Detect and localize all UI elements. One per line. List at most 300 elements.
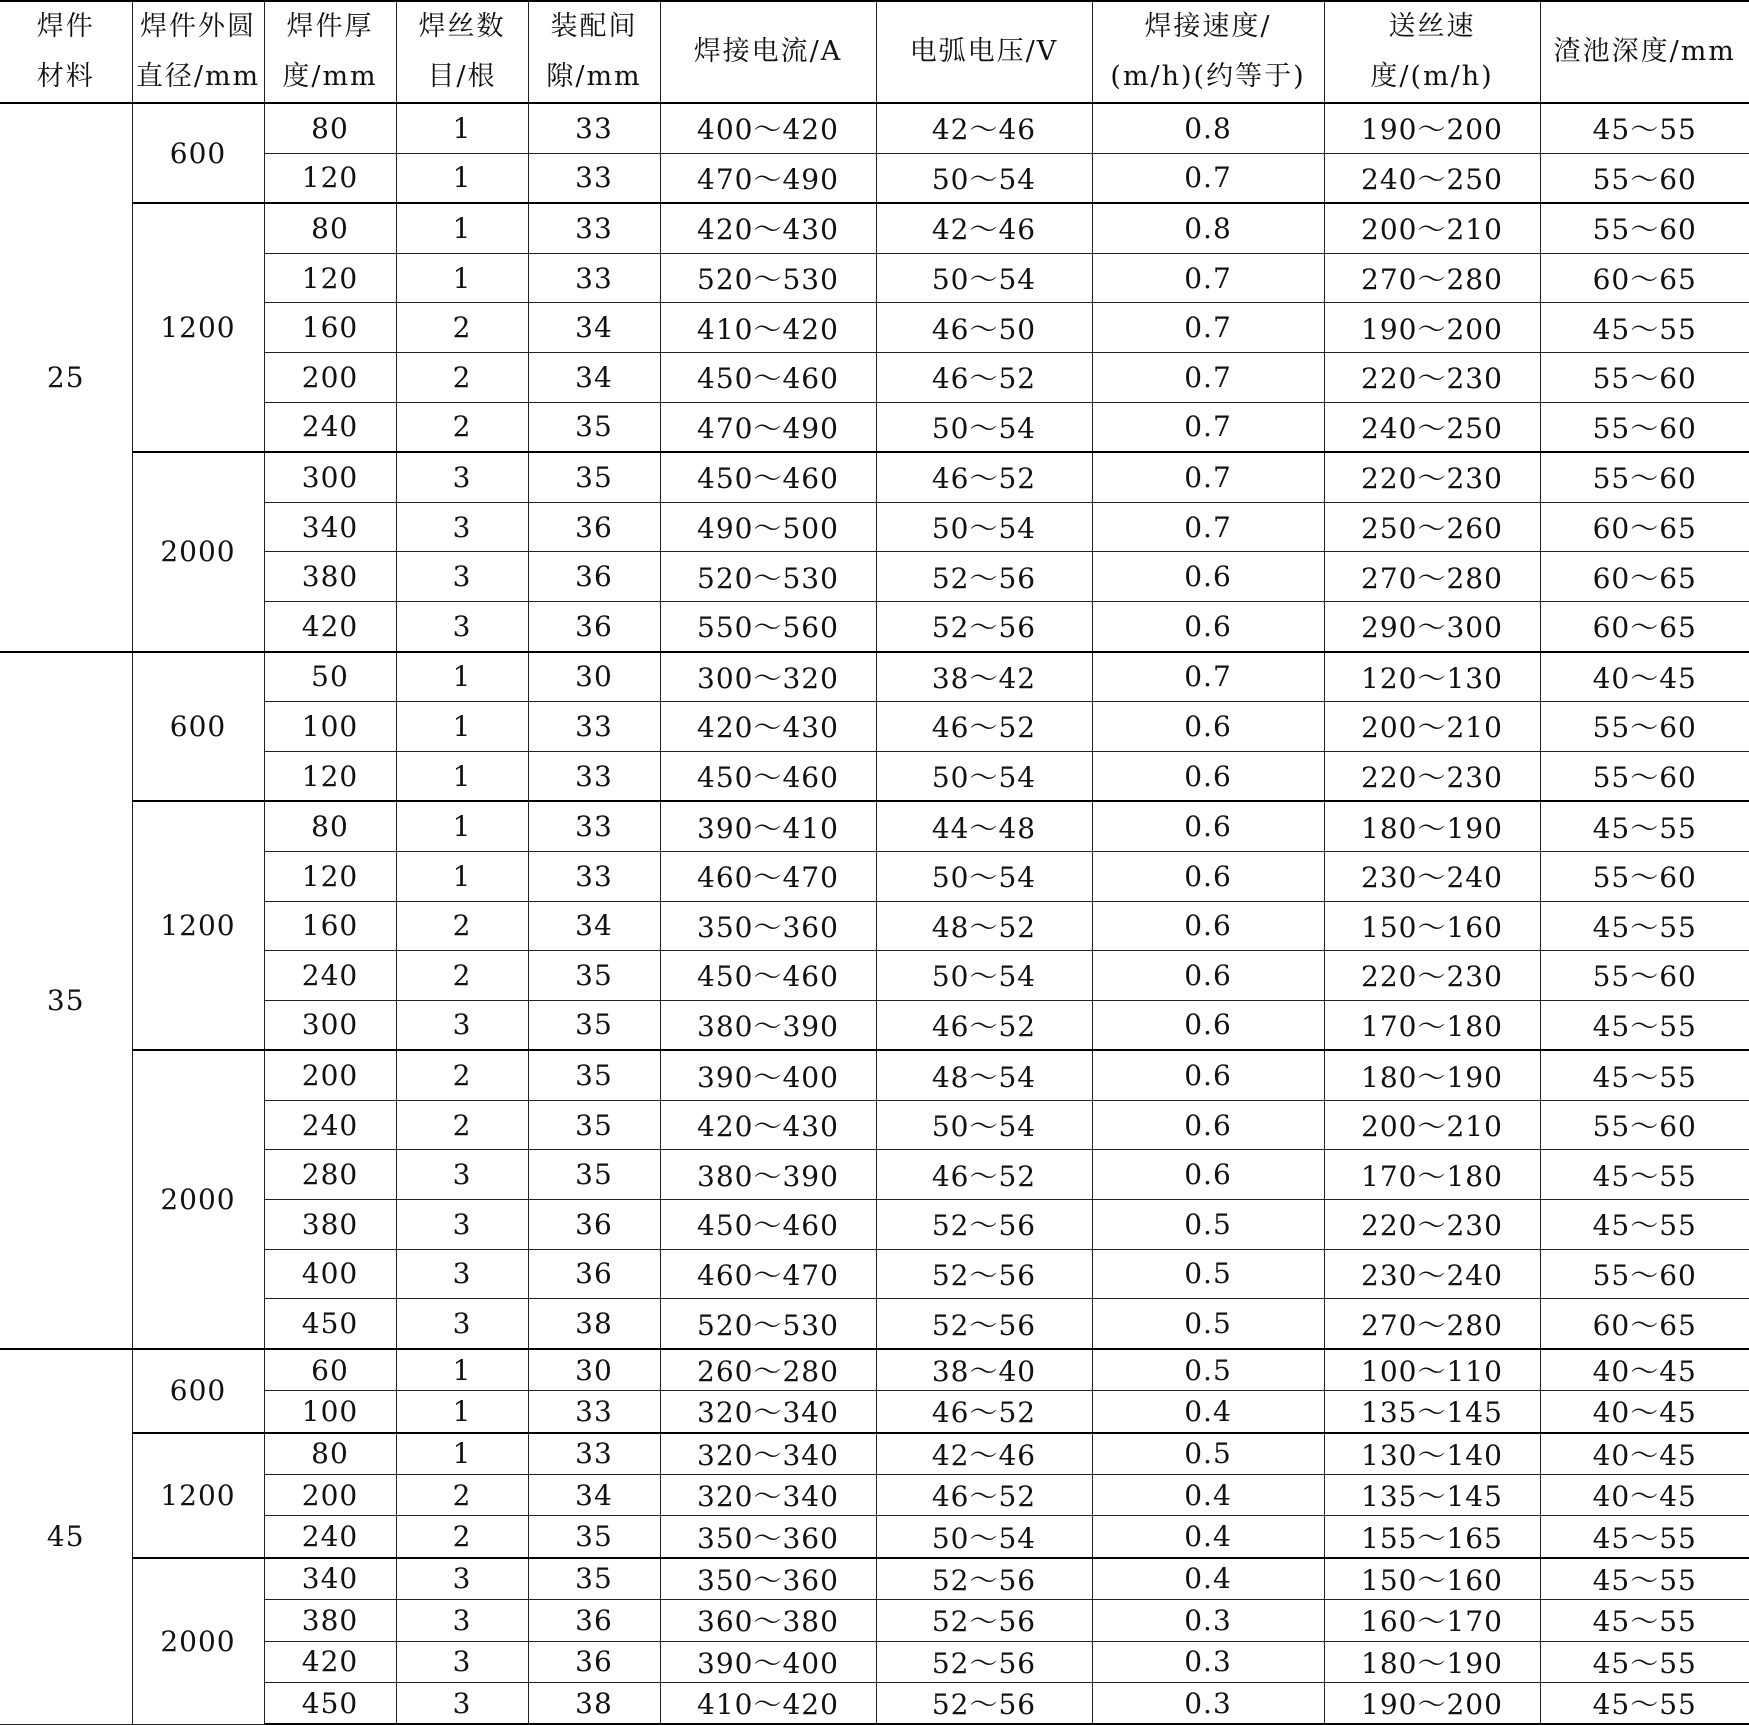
cell-gap: 35 bbox=[528, 1050, 660, 1100]
cell-voltage: 50～54 bbox=[876, 502, 1092, 552]
cell-speed: 0.6 bbox=[1092, 1000, 1324, 1050]
cell-thickness: 160 bbox=[264, 901, 396, 951]
header-line: 焊件厚 bbox=[265, 2, 396, 52]
cell-wire-feed: 270～280 bbox=[1324, 1299, 1540, 1349]
cell-slag-depth: 40～45 bbox=[1540, 1391, 1749, 1433]
cell-wire-feed: 120～130 bbox=[1324, 652, 1540, 702]
cell-thickness: 420 bbox=[264, 1641, 396, 1682]
cell-voltage: 52～56 bbox=[876, 1558, 1092, 1600]
cell-wire-count: 3 bbox=[396, 1299, 528, 1349]
cell-wire-feed: 220～230 bbox=[1324, 352, 1540, 402]
cell-current: 450～460 bbox=[660, 1200, 876, 1250]
cell-diameter: 1200 bbox=[132, 801, 264, 1050]
cell-slag-depth: 55～60 bbox=[1540, 751, 1749, 801]
cell-current: 460～470 bbox=[660, 1249, 876, 1299]
cell-speed: 0.7 bbox=[1092, 153, 1324, 203]
cell-slag-depth: 60～65 bbox=[1540, 502, 1749, 552]
table-row bbox=[0, 1349, 1749, 1391]
cell-current: 410～420 bbox=[660, 1682, 876, 1724]
header-line: 渣池深度/mm bbox=[1541, 27, 1749, 77]
cell-slag-depth: 55～60 bbox=[1540, 851, 1749, 901]
cell-thickness: 120 bbox=[264, 751, 396, 801]
cell-speed: 0.6 bbox=[1092, 1100, 1324, 1150]
cell-current: 400～420 bbox=[660, 103, 876, 153]
cell-wire-count: 1 bbox=[396, 153, 528, 203]
cell-thickness: 400 bbox=[264, 1249, 396, 1299]
table-row bbox=[0, 1433, 1749, 1475]
cell-gap: 38 bbox=[528, 1299, 660, 1349]
cell-wire-feed: 200～210 bbox=[1324, 702, 1540, 752]
header-line: 材料 bbox=[0, 52, 132, 102]
cell-speed: 0.5 bbox=[1092, 1299, 1324, 1349]
cell-wire-count: 3 bbox=[396, 1682, 528, 1724]
cell-current: 520～530 bbox=[660, 1299, 876, 1349]
cell-wire-feed: 160～170 bbox=[1324, 1600, 1540, 1641]
cell-material: 35 bbox=[0, 652, 132, 1349]
cell-current: 470～490 bbox=[660, 402, 876, 452]
header-line: 焊接速度/ bbox=[1093, 2, 1324, 52]
cell-speed: 0.6 bbox=[1092, 552, 1324, 602]
header-diameter bbox=[132, 1, 264, 103]
cell-wire-count: 1 bbox=[396, 801, 528, 851]
cell-gap: 33 bbox=[528, 1391, 660, 1433]
cell-current: 350～360 bbox=[660, 901, 876, 951]
cell-wire-count: 3 bbox=[396, 552, 528, 602]
cell-wire-feed: 130～140 bbox=[1324, 1433, 1540, 1475]
cell-voltage: 50～54 bbox=[876, 402, 1092, 452]
cell-slag-depth: 45～55 bbox=[1540, 303, 1749, 353]
cell-wire-count: 3 bbox=[396, 601, 528, 651]
cell-gap: 36 bbox=[528, 552, 660, 602]
cell-thickness: 80 bbox=[264, 801, 396, 851]
cell-slag-depth: 55～60 bbox=[1540, 203, 1749, 253]
cell-voltage: 46～52 bbox=[876, 1000, 1092, 1050]
cell-voltage: 46～52 bbox=[876, 1391, 1092, 1433]
cell-thickness: 340 bbox=[264, 502, 396, 552]
cell-voltage: 52～56 bbox=[876, 1600, 1092, 1641]
cell-gap: 34 bbox=[528, 901, 660, 951]
cell-wire-feed: 135～145 bbox=[1324, 1391, 1540, 1433]
cell-diameter: 1200 bbox=[132, 203, 264, 452]
cell-wire-count: 1 bbox=[396, 203, 528, 253]
cell-current: 380～390 bbox=[660, 1150, 876, 1200]
cell-gap: 33 bbox=[528, 801, 660, 851]
header-line: 焊件 bbox=[0, 2, 132, 52]
cell-gap: 36 bbox=[528, 1600, 660, 1641]
cell-speed: 0.4 bbox=[1092, 1391, 1324, 1433]
header-line: 隙/mm bbox=[529, 52, 660, 102]
table-row bbox=[0, 103, 1749, 153]
cell-speed: 0.5 bbox=[1092, 1433, 1324, 1475]
cell-gap: 34 bbox=[528, 1475, 660, 1516]
cell-thickness: 120 bbox=[264, 851, 396, 901]
cell-slag-depth: 45～55 bbox=[1540, 1641, 1749, 1682]
cell-wire-count: 2 bbox=[396, 1100, 528, 1150]
header-line: 送丝速 bbox=[1325, 2, 1540, 52]
cell-thickness: 240 bbox=[264, 402, 396, 452]
cell-voltage: 52～56 bbox=[876, 552, 1092, 602]
cell-current: 450～460 bbox=[660, 751, 876, 801]
cell-wire-feed: 220～230 bbox=[1324, 452, 1540, 502]
cell-gap: 36 bbox=[528, 601, 660, 651]
cell-current: 390～410 bbox=[660, 801, 876, 851]
cell-thickness: 100 bbox=[264, 702, 396, 752]
cell-thickness: 380 bbox=[264, 1200, 396, 1250]
cell-slag-depth: 45～55 bbox=[1540, 1558, 1749, 1600]
cell-voltage: 52～56 bbox=[876, 1200, 1092, 1250]
cell-voltage: 42～46 bbox=[876, 203, 1092, 253]
cell-gap: 33 bbox=[528, 103, 660, 153]
table-row bbox=[0, 452, 1749, 502]
cell-speed: 0.6 bbox=[1092, 801, 1324, 851]
cell-slag-depth: 40～45 bbox=[1540, 1349, 1749, 1391]
table-row bbox=[0, 1050, 1749, 1100]
table-body bbox=[0, 103, 1749, 1724]
cell-gap: 35 bbox=[528, 1558, 660, 1600]
cell-wire-count: 2 bbox=[396, 352, 528, 402]
cell-wire-count: 3 bbox=[396, 502, 528, 552]
cell-wire-feed: 200～210 bbox=[1324, 1100, 1540, 1150]
cell-slag-depth: 55～60 bbox=[1540, 153, 1749, 203]
cell-speed: 0.7 bbox=[1092, 352, 1324, 402]
cell-gap: 35 bbox=[528, 1000, 660, 1050]
header-speed bbox=[1092, 1, 1324, 103]
cell-wire-count: 3 bbox=[396, 1150, 528, 1200]
cell-wire-count: 2 bbox=[396, 951, 528, 1001]
cell-gap: 36 bbox=[528, 502, 660, 552]
cell-thickness: 80 bbox=[264, 103, 396, 153]
cell-speed: 0.7 bbox=[1092, 502, 1324, 552]
cell-speed: 0.6 bbox=[1092, 601, 1324, 651]
cell-wire-feed: 180～190 bbox=[1324, 801, 1540, 851]
header-material bbox=[0, 1, 132, 103]
cell-slag-depth: 45～55 bbox=[1540, 1516, 1749, 1558]
cell-voltage: 50～54 bbox=[876, 1100, 1092, 1150]
cell-wire-feed: 170～180 bbox=[1324, 1150, 1540, 1200]
cell-wire-count: 1 bbox=[396, 1349, 528, 1391]
cell-speed: 0.3 bbox=[1092, 1600, 1324, 1641]
header-line: 度/mm bbox=[265, 52, 396, 102]
cell-current: 260～280 bbox=[660, 1349, 876, 1391]
cell-thickness: 280 bbox=[264, 1150, 396, 1200]
cell-speed: 0.6 bbox=[1092, 702, 1324, 752]
cell-thickness: 60 bbox=[264, 1349, 396, 1391]
header-line: 装配间 bbox=[529, 2, 660, 52]
cell-voltage: 52～56 bbox=[876, 1682, 1092, 1724]
cell-wire-feed: 135～145 bbox=[1324, 1475, 1540, 1516]
cell-thickness: 200 bbox=[264, 1050, 396, 1100]
cell-voltage: 44～48 bbox=[876, 801, 1092, 851]
cell-slag-depth: 45～55 bbox=[1540, 801, 1749, 851]
header-thickness bbox=[264, 1, 396, 103]
cell-gap: 35 bbox=[528, 951, 660, 1001]
header-line: 电弧电压/V bbox=[877, 27, 1092, 77]
header-slag-depth bbox=[1540, 1, 1749, 103]
cell-wire-count: 1 bbox=[396, 1391, 528, 1433]
header-wire-feed bbox=[1324, 1, 1540, 103]
cell-current: 520～530 bbox=[660, 253, 876, 303]
cell-thickness: 240 bbox=[264, 1100, 396, 1150]
cell-diameter: 2000 bbox=[132, 1558, 264, 1725]
cell-thickness: 120 bbox=[264, 153, 396, 203]
cell-gap: 34 bbox=[528, 352, 660, 402]
cell-diameter: 2000 bbox=[132, 452, 264, 651]
cell-wire-count: 2 bbox=[396, 901, 528, 951]
cell-speed: 0.6 bbox=[1092, 851, 1324, 901]
cell-voltage: 42～46 bbox=[876, 103, 1092, 153]
table-row bbox=[0, 203, 1749, 253]
cell-speed: 0.4 bbox=[1092, 1516, 1324, 1558]
cell-voltage: 46～52 bbox=[876, 452, 1092, 502]
cell-current: 460～470 bbox=[660, 851, 876, 901]
cell-wire-feed: 190～200 bbox=[1324, 303, 1540, 353]
cell-slag-depth: 55～60 bbox=[1540, 1249, 1749, 1299]
cell-current: 390～400 bbox=[660, 1641, 876, 1682]
cell-wire-count: 3 bbox=[396, 1000, 528, 1050]
header-line: 焊件外圆 bbox=[133, 2, 264, 52]
cell-slag-depth: 45～55 bbox=[1540, 1000, 1749, 1050]
cell-gap: 33 bbox=[528, 851, 660, 901]
cell-current: 450～460 bbox=[660, 951, 876, 1001]
cell-thickness: 340 bbox=[264, 1558, 396, 1600]
cell-wire-count: 2 bbox=[396, 402, 528, 452]
cell-wire-feed: 150～160 bbox=[1324, 901, 1540, 951]
cell-gap: 33 bbox=[528, 253, 660, 303]
cell-current: 350～360 bbox=[660, 1558, 876, 1600]
cell-gap: 35 bbox=[528, 452, 660, 502]
cell-slag-depth: 40～45 bbox=[1540, 1475, 1749, 1516]
cell-wire-feed: 100～110 bbox=[1324, 1349, 1540, 1391]
cell-speed: 0.4 bbox=[1092, 1475, 1324, 1516]
cell-speed: 0.8 bbox=[1092, 103, 1324, 153]
cell-voltage: 50～54 bbox=[876, 851, 1092, 901]
cell-current: 420～430 bbox=[660, 702, 876, 752]
cell-thickness: 380 bbox=[264, 1600, 396, 1641]
cell-voltage: 50～54 bbox=[876, 253, 1092, 303]
cell-wire-count: 3 bbox=[396, 1249, 528, 1299]
cell-voltage: 46～52 bbox=[876, 352, 1092, 402]
cell-wire-count: 1 bbox=[396, 652, 528, 702]
cell-diameter: 600 bbox=[132, 103, 264, 203]
cell-voltage: 50～54 bbox=[876, 153, 1092, 203]
cell-current: 380～390 bbox=[660, 1000, 876, 1050]
cell-diameter: 1200 bbox=[132, 1433, 264, 1558]
cell-voltage: 38～40 bbox=[876, 1349, 1092, 1391]
cell-wire-count: 1 bbox=[396, 851, 528, 901]
cell-speed: 0.8 bbox=[1092, 203, 1324, 253]
cell-speed: 0.5 bbox=[1092, 1249, 1324, 1299]
cell-wire-count: 2 bbox=[396, 303, 528, 353]
cell-voltage: 46～52 bbox=[876, 702, 1092, 752]
cell-gap: 34 bbox=[528, 303, 660, 353]
header-line: 焊丝数 bbox=[397, 2, 528, 52]
cell-gap: 33 bbox=[528, 153, 660, 203]
cell-gap: 35 bbox=[528, 402, 660, 452]
cell-wire-feed: 220～230 bbox=[1324, 751, 1540, 801]
cell-speed: 0.7 bbox=[1092, 652, 1324, 702]
header-line: 度/(m/h) bbox=[1325, 52, 1540, 102]
cell-current: 420～430 bbox=[660, 1100, 876, 1150]
cell-gap: 35 bbox=[528, 1516, 660, 1558]
cell-thickness: 420 bbox=[264, 601, 396, 651]
header-wire-count bbox=[396, 1, 528, 103]
cell-wire-count: 2 bbox=[396, 1516, 528, 1558]
cell-current: 320～340 bbox=[660, 1433, 876, 1475]
cell-voltage: 38～42 bbox=[876, 652, 1092, 702]
cell-wire-count: 3 bbox=[396, 1558, 528, 1600]
cell-thickness: 200 bbox=[264, 1475, 396, 1516]
cell-current: 320～340 bbox=[660, 1475, 876, 1516]
cell-thickness: 240 bbox=[264, 951, 396, 1001]
cell-thickness: 120 bbox=[264, 253, 396, 303]
table-row bbox=[0, 652, 1749, 702]
cell-wire-feed: 230～240 bbox=[1324, 851, 1540, 901]
cell-thickness: 100 bbox=[264, 1391, 396, 1433]
cell-wire-count: 3 bbox=[396, 1641, 528, 1682]
cell-voltage: 50～54 bbox=[876, 951, 1092, 1001]
cell-thickness: 80 bbox=[264, 1433, 396, 1475]
cell-wire-feed: 180～190 bbox=[1324, 1641, 1540, 1682]
cell-thickness: 450 bbox=[264, 1299, 396, 1349]
header-line: 目/根 bbox=[397, 52, 528, 102]
cell-gap: 38 bbox=[528, 1682, 660, 1724]
cell-voltage: 52～56 bbox=[876, 1249, 1092, 1299]
cell-wire-count: 1 bbox=[396, 253, 528, 303]
header-line: (m/h)(约等于) bbox=[1093, 52, 1324, 102]
table-row bbox=[0, 801, 1749, 851]
cell-thickness: 380 bbox=[264, 552, 396, 602]
cell-wire-feed: 190～200 bbox=[1324, 1682, 1540, 1724]
cell-wire-feed: 220～230 bbox=[1324, 951, 1540, 1001]
cell-diameter: 600 bbox=[132, 1349, 264, 1433]
cell-gap: 33 bbox=[528, 702, 660, 752]
cell-current: 350～360 bbox=[660, 1516, 876, 1558]
cell-speed: 0.6 bbox=[1092, 951, 1324, 1001]
cell-thickness: 80 bbox=[264, 203, 396, 253]
cell-wire-count: 3 bbox=[396, 1600, 528, 1641]
cell-wire-count: 3 bbox=[396, 452, 528, 502]
cell-slag-depth: 55～60 bbox=[1540, 452, 1749, 502]
cell-slag-depth: 45～55 bbox=[1540, 901, 1749, 951]
cell-thickness: 450 bbox=[264, 1682, 396, 1724]
cell-speed: 0.6 bbox=[1092, 1050, 1324, 1100]
cell-wire-feed: 250～260 bbox=[1324, 502, 1540, 552]
cell-speed: 0.7 bbox=[1092, 452, 1324, 502]
cell-wire-feed: 155～165 bbox=[1324, 1516, 1540, 1558]
cell-current: 410～420 bbox=[660, 303, 876, 353]
cell-thickness: 160 bbox=[264, 303, 396, 353]
cell-gap: 35 bbox=[528, 1150, 660, 1200]
cell-voltage: 52～56 bbox=[876, 601, 1092, 651]
cell-speed: 0.6 bbox=[1092, 1150, 1324, 1200]
cell-speed: 0.7 bbox=[1092, 303, 1324, 353]
cell-material: 25 bbox=[0, 103, 132, 652]
cell-wire-feed: 190～200 bbox=[1324, 103, 1540, 153]
cell-gap: 35 bbox=[528, 1100, 660, 1150]
cell-slag-depth: 40～45 bbox=[1540, 1433, 1749, 1475]
cell-current: 550～560 bbox=[660, 601, 876, 651]
cell-gap: 36 bbox=[528, 1641, 660, 1682]
header-gap bbox=[528, 1, 660, 103]
cell-thickness: 300 bbox=[264, 1000, 396, 1050]
header-voltage bbox=[876, 1, 1092, 103]
cell-wire-count: 1 bbox=[396, 103, 528, 153]
cell-wire-count: 2 bbox=[396, 1475, 528, 1516]
cell-voltage: 52～56 bbox=[876, 1299, 1092, 1349]
table-row bbox=[0, 1558, 1749, 1600]
cell-current: 420～430 bbox=[660, 203, 876, 253]
cell-wire-feed: 240～250 bbox=[1324, 153, 1540, 203]
cell-gap: 33 bbox=[528, 1433, 660, 1475]
cell-slag-depth: 45～55 bbox=[1540, 1200, 1749, 1250]
cell-wire-feed: 270～280 bbox=[1324, 253, 1540, 303]
cell-voltage: 46～52 bbox=[876, 1150, 1092, 1200]
cell-speed: 0.5 bbox=[1092, 1349, 1324, 1391]
cell-slag-depth: 45～55 bbox=[1540, 103, 1749, 153]
cell-current: 450～460 bbox=[660, 352, 876, 402]
cell-gap: 33 bbox=[528, 751, 660, 801]
cell-voltage: 42～46 bbox=[876, 1433, 1092, 1475]
cell-voltage: 46～52 bbox=[876, 1475, 1092, 1516]
cell-slag-depth: 55～60 bbox=[1540, 702, 1749, 752]
cell-slag-depth: 40～45 bbox=[1540, 652, 1749, 702]
cell-wire-feed: 220～230 bbox=[1324, 1200, 1540, 1250]
cell-wire-count: 1 bbox=[396, 751, 528, 801]
cell-slag-depth: 45～55 bbox=[1540, 1682, 1749, 1724]
header-line: 直径/mm bbox=[133, 52, 264, 102]
cell-voltage: 52～56 bbox=[876, 1641, 1092, 1682]
cell-thickness: 300 bbox=[264, 452, 396, 502]
cell-speed: 0.6 bbox=[1092, 751, 1324, 801]
cell-gap: 30 bbox=[528, 1349, 660, 1391]
cell-speed: 0.4 bbox=[1092, 1558, 1324, 1600]
cell-thickness: 200 bbox=[264, 352, 396, 402]
cell-gap: 33 bbox=[528, 203, 660, 253]
cell-speed: 0.5 bbox=[1092, 1200, 1324, 1250]
cell-thickness: 240 bbox=[264, 1516, 396, 1558]
cell-speed: 0.3 bbox=[1092, 1682, 1324, 1724]
cell-material: 45 bbox=[0, 1349, 132, 1725]
cell-wire-feed: 270～280 bbox=[1324, 552, 1540, 602]
cell-speed: 0.3 bbox=[1092, 1641, 1324, 1682]
cell-current: 520～530 bbox=[660, 552, 876, 602]
cell-speed: 0.7 bbox=[1092, 253, 1324, 303]
cell-current: 490～500 bbox=[660, 502, 876, 552]
cell-slag-depth: 55～60 bbox=[1540, 402, 1749, 452]
cell-slag-depth: 45～55 bbox=[1540, 1150, 1749, 1200]
cell-slag-depth: 60～65 bbox=[1540, 253, 1749, 303]
cell-gap: 30 bbox=[528, 652, 660, 702]
cell-wire-count: 2 bbox=[396, 1050, 528, 1100]
cell-current: 450～460 bbox=[660, 452, 876, 502]
cell-slag-depth: 55～60 bbox=[1540, 1100, 1749, 1150]
header-current bbox=[660, 1, 876, 103]
header-line: 焊接电流/A bbox=[661, 27, 876, 77]
cell-wire-feed: 180～190 bbox=[1324, 1050, 1540, 1100]
cell-slag-depth: 60～65 bbox=[1540, 552, 1749, 602]
cell-current: 390～400 bbox=[660, 1050, 876, 1100]
cell-wire-count: 3 bbox=[396, 1200, 528, 1250]
cell-wire-feed: 200～210 bbox=[1324, 203, 1540, 253]
cell-slag-depth: 55～60 bbox=[1540, 352, 1749, 402]
cell-diameter: 2000 bbox=[132, 1050, 264, 1349]
cell-current: 300～320 bbox=[660, 652, 876, 702]
cell-speed: 0.6 bbox=[1092, 901, 1324, 951]
cell-slag-depth: 60～65 bbox=[1540, 1299, 1749, 1349]
cell-wire-feed: 170～180 bbox=[1324, 1000, 1540, 1050]
cell-wire-feed: 290～300 bbox=[1324, 601, 1540, 651]
cell-thickness: 50 bbox=[264, 652, 396, 702]
